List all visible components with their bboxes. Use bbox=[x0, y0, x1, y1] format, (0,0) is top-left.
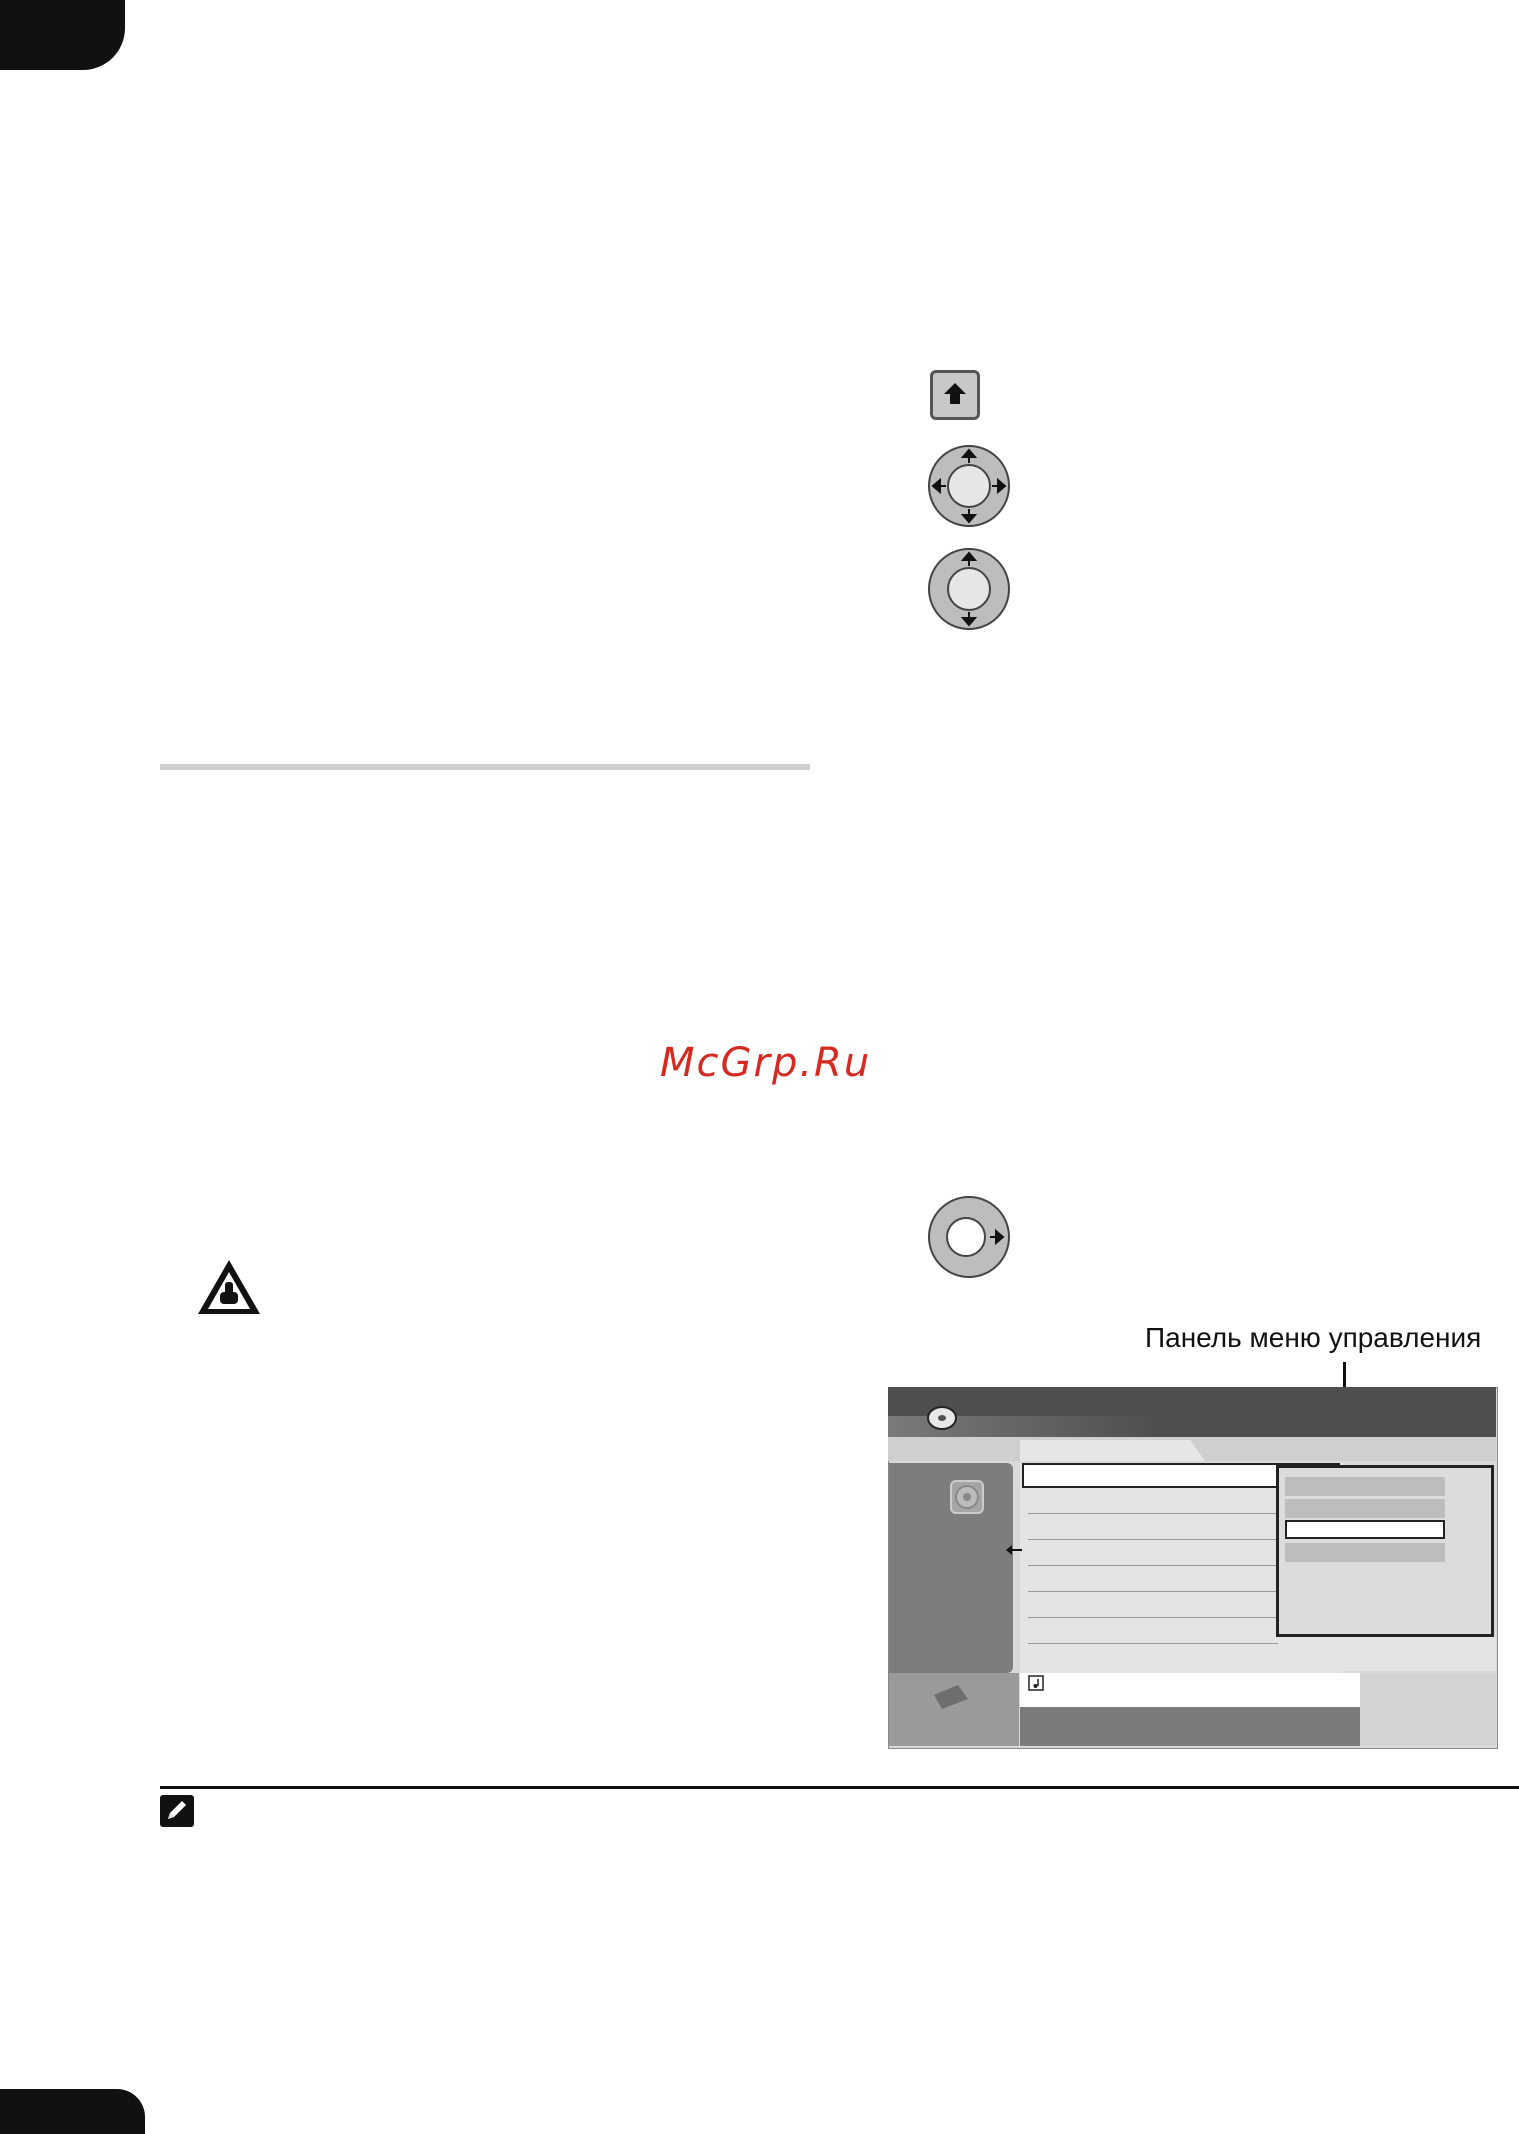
four-way-arrow-button-icon bbox=[928, 445, 1010, 527]
note-pencil-icon bbox=[160, 1795, 194, 1827]
osd-menu-item-selected bbox=[1285, 1520, 1445, 1539]
home-menu-button-icon bbox=[930, 370, 980, 420]
left-arrow-icon bbox=[1005, 1543, 1023, 1562]
osd-menu-item bbox=[1285, 1477, 1445, 1496]
osd-info-bar bbox=[1020, 1673, 1360, 1707]
sidebar-disc-icon bbox=[950, 1480, 984, 1519]
note-divider bbox=[160, 1786, 1519, 1789]
control-menu-bar-label: Панель меню управления bbox=[1145, 1322, 1482, 1353]
osd-menu-footer bbox=[1278, 1637, 1496, 1671]
caution-hand-icon bbox=[196, 1258, 262, 1321]
disc-icon bbox=[925, 1404, 959, 1437]
up-down-arrow-button-icon bbox=[928, 548, 1010, 630]
music-note-icon bbox=[1028, 1675, 1044, 1696]
osd-active-tab bbox=[1020, 1440, 1205, 1461]
right-arrow-button-icon bbox=[928, 1196, 1010, 1278]
watermark: McGrp.Ru bbox=[660, 1040, 872, 1086]
page-tab-top bbox=[0, 0, 125, 70]
tag-icon bbox=[930, 1683, 970, 1716]
osd-status-bar bbox=[1020, 1707, 1360, 1746]
page-tab-bottom bbox=[0, 2089, 145, 2134]
section-divider bbox=[160, 764, 810, 770]
osd-menu-item bbox=[1285, 1543, 1445, 1562]
osd-bottom-right bbox=[1360, 1673, 1496, 1746]
osd-menu-item bbox=[1285, 1499, 1445, 1518]
